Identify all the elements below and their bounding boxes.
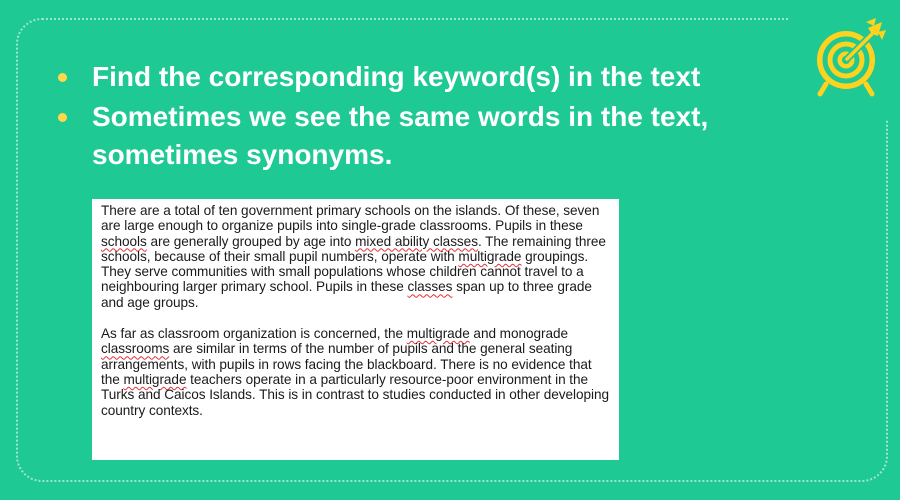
bullet-dot (58, 113, 67, 122)
passage-text: are similar in terms of the number of pupils and the general seating arrangements, with pupils in rows facing the blackboard. There is no evidence that the (101, 341, 592, 387)
highlighted-keyword: classes (407, 279, 453, 295)
bullet-text: Sometimes we see the same words in the text, sometimes synonyms. (92, 101, 709, 170)
reading-passage (92, 199, 619, 460)
highlighted-keyword: schools (101, 233, 147, 249)
bullet-dot (58, 73, 67, 82)
passage-paragraph-2 (101, 326, 611, 418)
highlighted-keyword: multigrade (458, 248, 522, 264)
passage-text: There are a total of ten government primary schools on the islands. Of these, seven are large enough to organize pupils into single-grade classrooms. Pupils in these (101, 203, 600, 234)
passage-text: are generally grouped by age into (146, 233, 356, 249)
bullet-item-keywords (56, 58, 836, 96)
highlighted-keyword: classrooms (101, 341, 170, 357)
passage-text: groupings. They serve communities with small populations whose children cannot travel to a neighbouring larger primary school. Pupils in these (101, 248, 589, 295)
bullet-text: Find the corresponding keyword(s) in the text (92, 61, 701, 92)
passage-text: As far as classroom organization is concerned, the (101, 326, 407, 342)
passage-paragraph-1 (101, 203, 611, 310)
highlighted-keyword: mixed ability classes (355, 233, 478, 249)
passage-text: and monograde (469, 326, 569, 342)
bullet-list (56, 58, 836, 176)
highlighted-keyword: multigrade (123, 371, 187, 387)
bullet-item-synonyms (56, 98, 836, 174)
passage-text: . The remaining three schools, because of their small pupil numbers, operate with (101, 233, 606, 264)
passage-text: span up to three grade and age groups. (101, 279, 592, 310)
highlighted-keyword: multigrade (406, 326, 470, 342)
passage-text: teachers operate in a particularly resource-poor environment in the Turks and Caicos Islands. This is in contrast to studies conducted in other developing country contexts. (101, 371, 610, 418)
